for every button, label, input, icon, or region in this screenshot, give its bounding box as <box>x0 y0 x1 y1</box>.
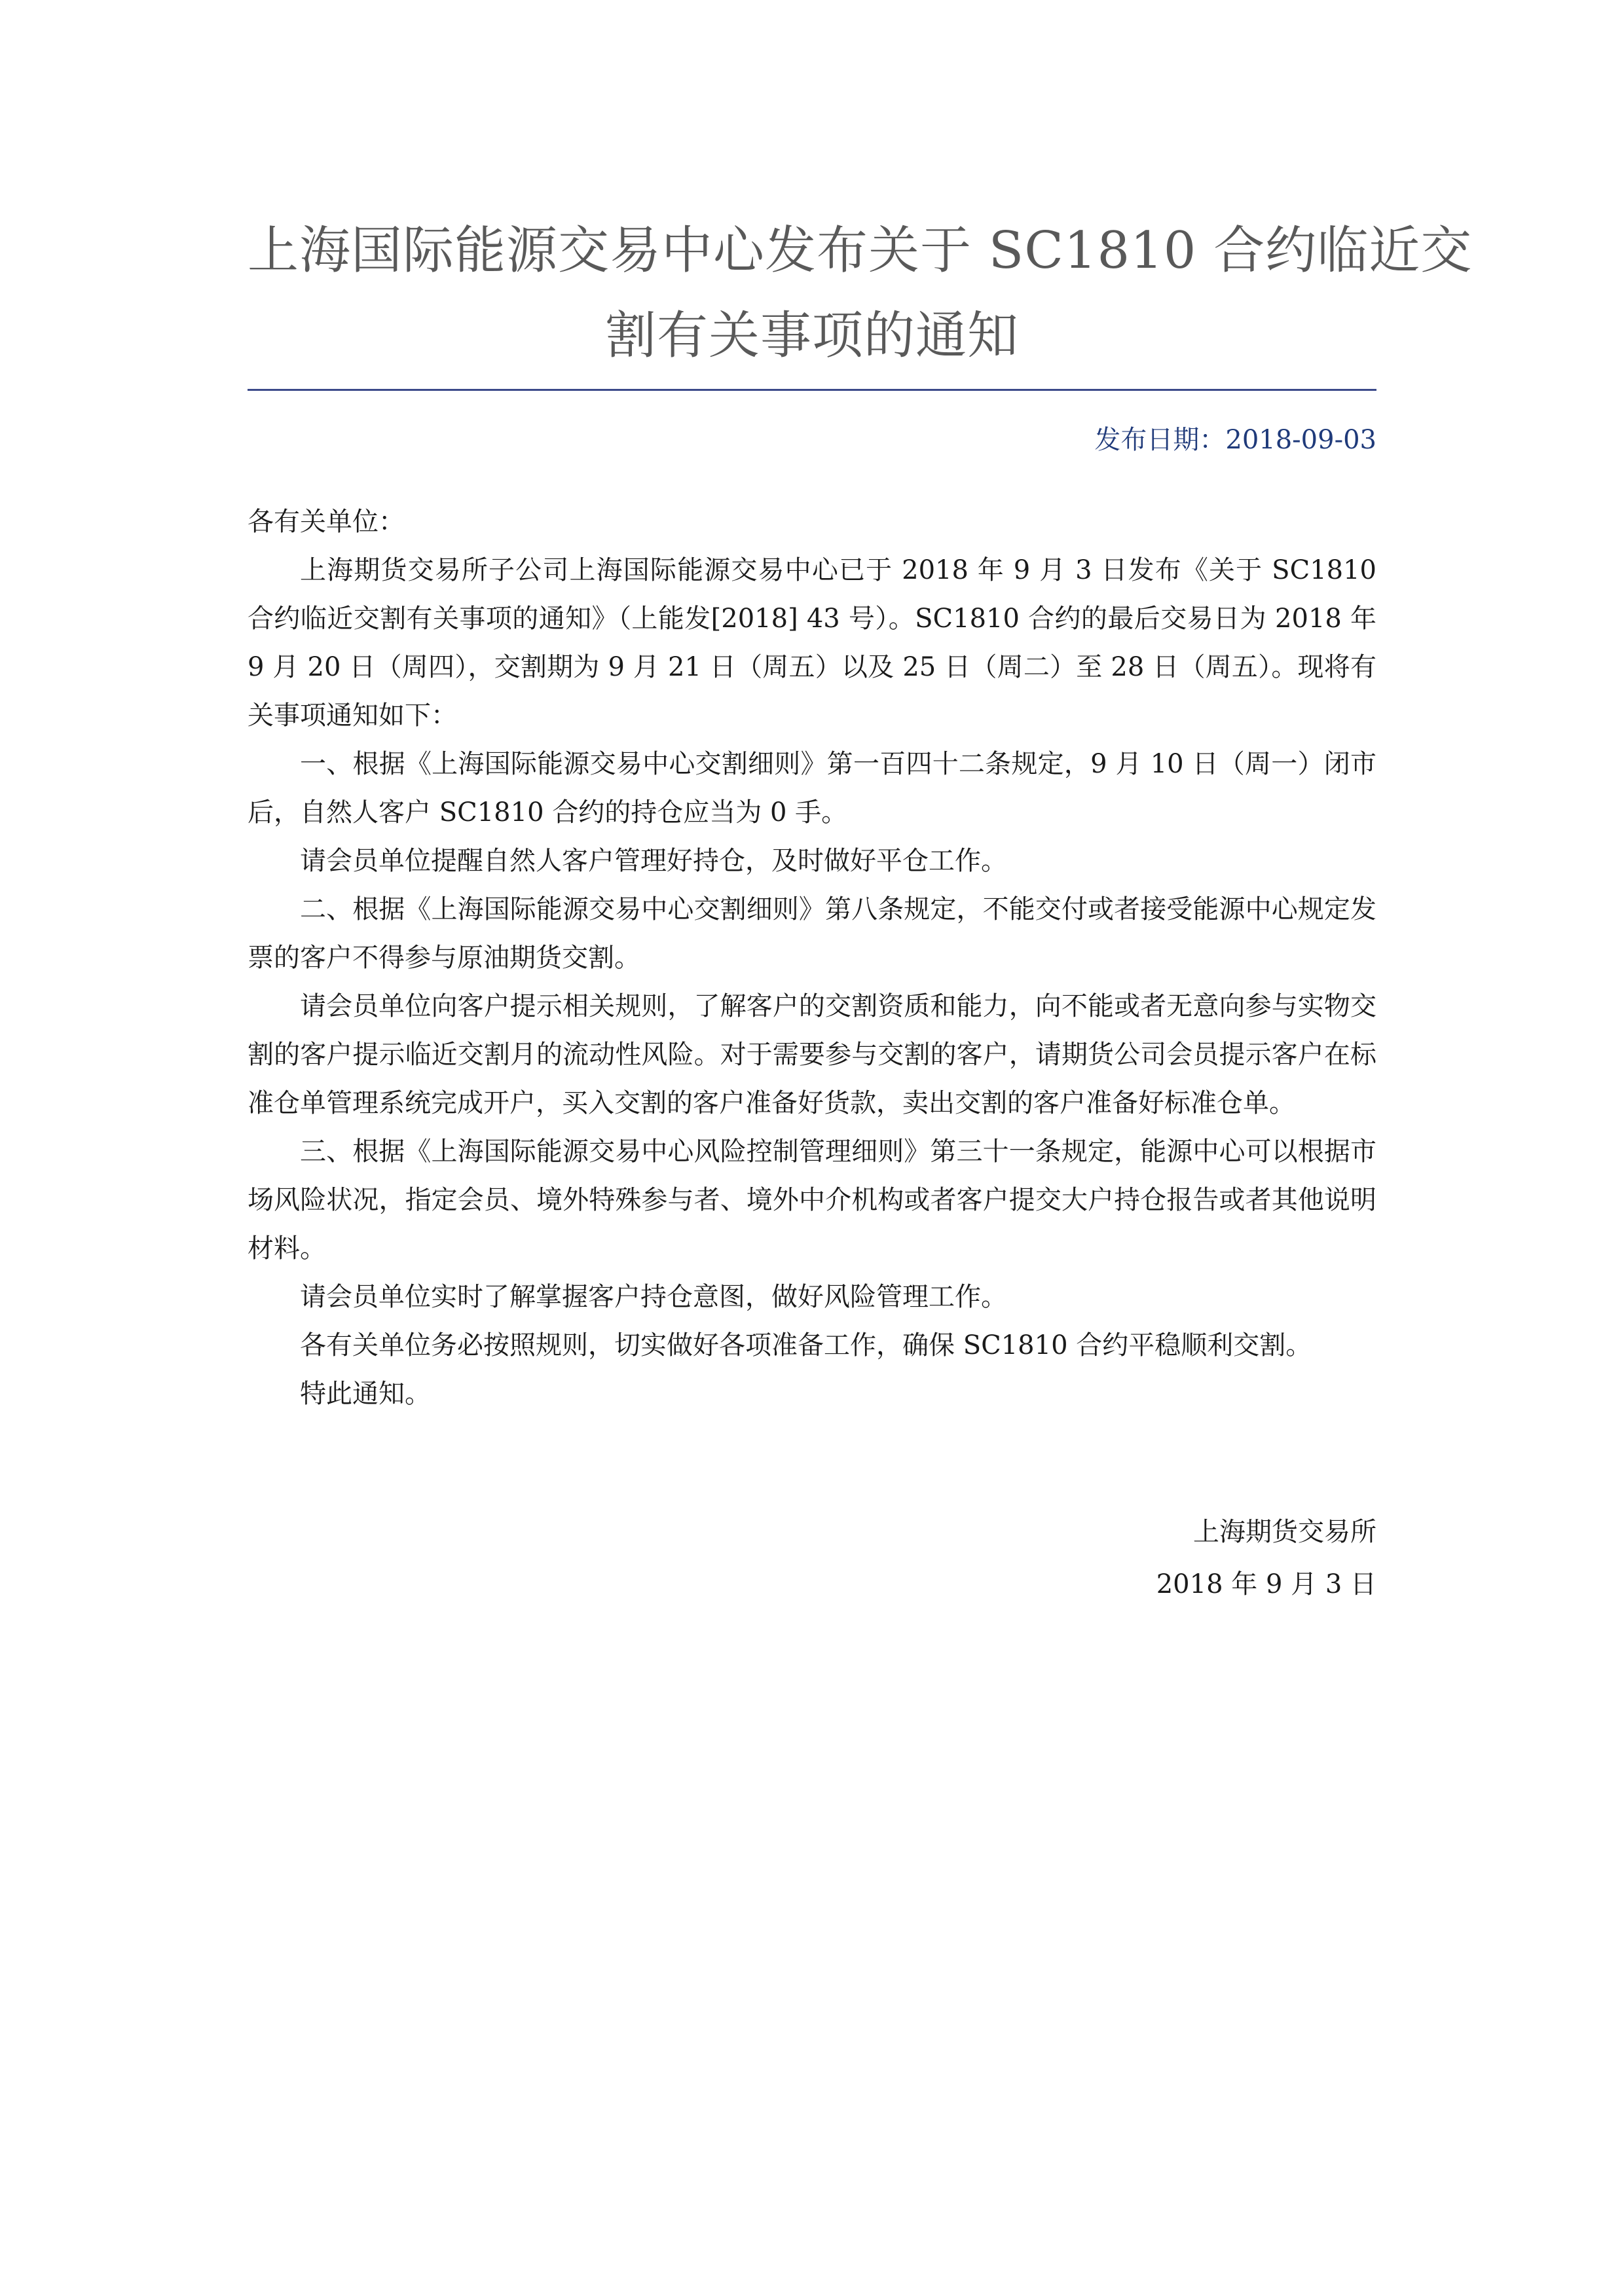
paragraph-item-3-note: 请会员单位实时了解掌握客户持仓意图，做好风险管理工作。 <box>300 1282 1007 1312</box>
title-line-1: 上海国际能源交易中心发布关于 SC1810 合约临近交 <box>248 221 1473 280</box>
document-title <box>248 208 1473 378</box>
paragraph-closing: 各有关单位务必按照规则，切实做好各项准备工作，确保 SC1810 合约平稳顺利交割。 <box>300 1330 1312 1360</box>
document-body <box>248 498 1376 1418</box>
title-line-2: 割有关事项的通知 <box>604 306 1019 365</box>
paragraph-item-3: 三、根据《上海国际能源交易中心风险控制管理细则》第三十一条规定，能源中心可以根据市场风险状况，指定会员、境外特殊参与者、境外中介机构或者客户提交大户持仓报告或者其他说明材料。 <box>248 1137 1376 1264</box>
paragraph-intro: 上海期货交易所子公司上海国际能源交易中心已于 2018 年 9 月 3 日发布《关于 SC1810 合约临近交割有关事项的通知》（上能发[2018] 43 号）。SC1810 合约的最后交易日为 2018 年 9 月 20 日（周四），交割期为 9 月 21 日（周五）以及 25 日（周二）至 28 日（周五）。现将有关事项通知如下： <box>248 555 1376 731</box>
paragraph-notice: 特此通知。 <box>300 1379 431 1409</box>
paragraph-item-2: 二、根据《上海国际能源交易中心交割细则》第八条规定，不能交付或者接受能源中心规定发票的客户不得参与原油期货交割。 <box>248 894 1376 973</box>
salutation: 各有关单位： <box>248 507 405 537</box>
signature-block <box>853 1506 1376 1611</box>
title-divider <box>248 389 1376 391</box>
paragraph-item-1-note: 请会员单位提醒自然人客户管理好持仓，及时做好平仓工作。 <box>300 846 1007 876</box>
paragraph-item-2-note: 请会员单位向客户提示相关规则，了解客户的交割资质和能力，向不能或者无意向参与实物交割的客户提示临近交割月的流动性风险。对于需要参与交割的客户，请期货公司会员提示客户在标准仓单管理系统完成开户，买入交割的客户准备好货款，卖出交割的客户准备好标准仓单。 <box>248 991 1376 1118</box>
publish-date: 发布日期：2018-09-03 <box>1094 425 1376 455</box>
paragraph-item-1: 一、根据《上海国际能源交易中心交割细则》第一百四十二条规定，9 月 10 日（周一）闭市后，自然人客户 SC1810 合约的持仓应当为 0 手。 <box>248 749 1376 828</box>
signature-date: 2018 年 9 月 3 日 <box>1156 1569 1376 1599</box>
signature-issuer: 上海期货交易所 <box>1193 1517 1376 1547</box>
